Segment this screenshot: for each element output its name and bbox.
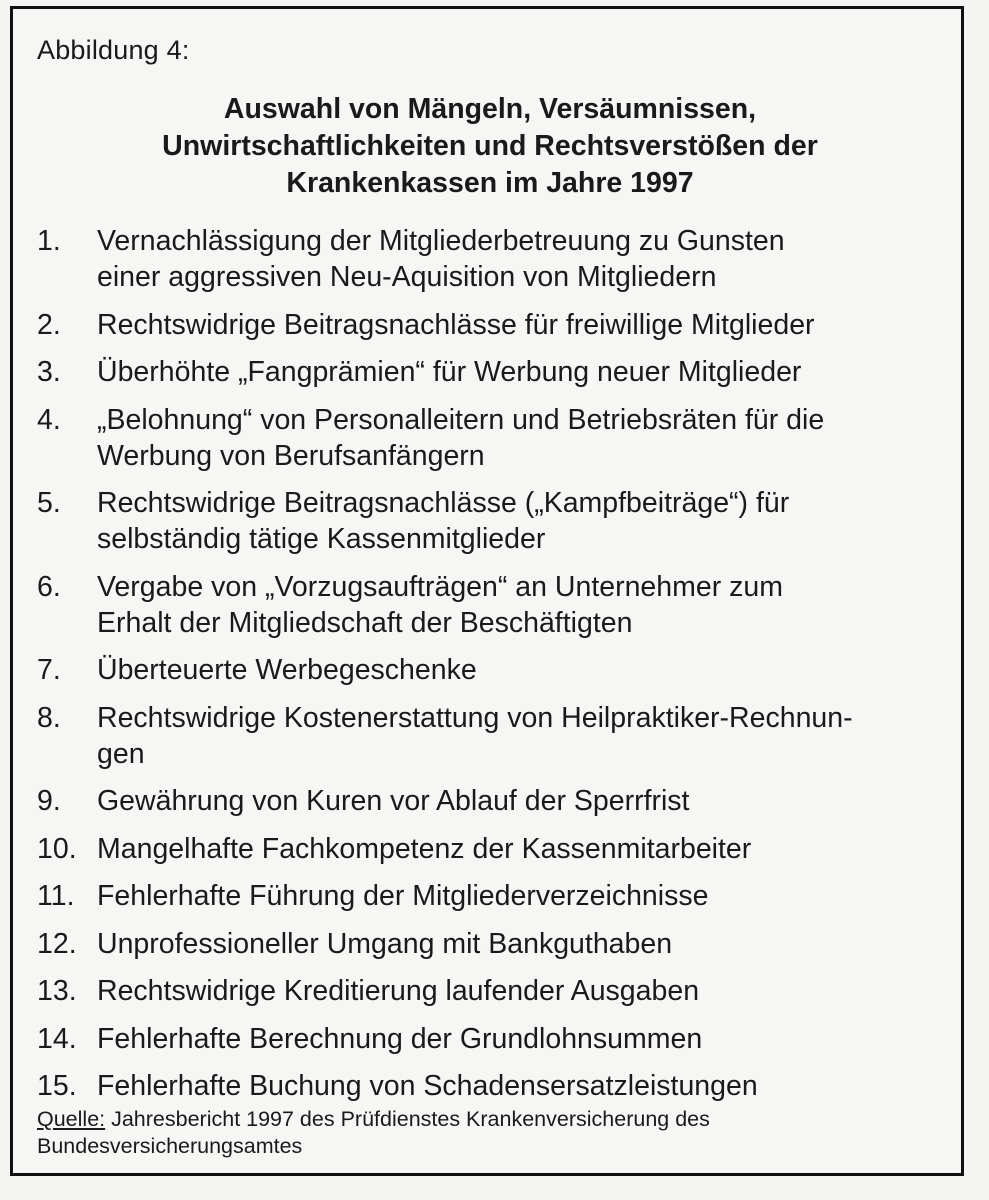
item-number: 9.: [37, 785, 61, 817]
list-item: [37, 700, 957, 772]
list-item: [37, 307, 957, 343]
item-text: [97, 354, 957, 390]
item-text-line: Fehlerhafte Führung der Mitgliederverzeichnisse: [97, 880, 709, 912]
figure-title: [13, 91, 967, 202]
list-item: [37, 1021, 957, 1057]
source-text: Jahresbericht 1997 des Prüfdienstes Krankenversicherung des: [105, 1107, 710, 1131]
item-text-line: Gewährung von Kuren vor Ablauf der Sperrfrist: [97, 785, 690, 817]
item-text: [97, 700, 957, 772]
item-number: 15.: [37, 1070, 77, 1102]
list-item: [37, 926, 957, 962]
item-text: [97, 652, 957, 688]
list-item: [37, 354, 957, 390]
item-number: 1.: [37, 225, 61, 257]
item-text-line: Unprofessioneller Umgang mit Bankguthaben: [97, 927, 673, 960]
item-text-line: Vergabe von „Vorzugsaufträgen“ an Unternehmer zum: [97, 570, 783, 603]
item-text-line: Werbung von Berufsanfängern: [97, 439, 485, 472]
item-text: [97, 831, 957, 867]
item-number: 10.: [37, 832, 77, 865]
list-item: [37, 485, 957, 557]
item-text-line: einer aggressiven Neu-Aquisition von Mitgliedern: [97, 261, 717, 293]
item-text-line: Rechtswidrige Kostenerstattung von Heilpraktiker-Rechnun-: [97, 701, 853, 734]
source-label: Quelle:: [37, 1107, 106, 1131]
title-line: Auswahl von Mängeln, Versäumnissen,: [223, 93, 757, 125]
item-number: 3.: [37, 356, 61, 388]
list-item: [37, 223, 957, 295]
title-line: Unwirtschaftlichkeiten und Rechtsverstößen der: [162, 130, 818, 162]
item-text-line: Fehlerhafte Buchung von Schadensersatzleistungen: [97, 1070, 758, 1102]
item-text: [97, 878, 957, 914]
item-text-line: Überhöhte „Fangprämien“ für Werbung neuer Mitglieder: [97, 356, 802, 388]
source-line: Bundesversicherungsamtes: [37, 1134, 303, 1158]
item-text: [97, 402, 957, 474]
list-item: [37, 783, 957, 819]
title-line: Krankenkassen im Jahre 1997: [286, 167, 694, 199]
item-text-line: Rechtswidrige Beitragsnachlässe für freiwillige Mitglieder: [97, 308, 815, 341]
item-text: [97, 926, 957, 962]
item-text-line: Mangelhafte Fachkompetenz der Kassenmitarbeiter: [97, 832, 752, 865]
item-text-line: Rechtswidrige Beitragsnachlässe („Kampfbeiträge“) für: [97, 487, 790, 519]
item-text: [97, 307, 957, 343]
list-item: [37, 878, 957, 914]
item-text: [97, 485, 957, 557]
item-text: [97, 223, 957, 295]
item-text: [97, 783, 957, 819]
item-text-line: Vernachlässigung der Mitgliederbetreuung zu Gunsten: [97, 225, 785, 257]
deficiency-list: [37, 223, 957, 1116]
list-item: [37, 652, 957, 688]
item-text-line: gen: [97, 737, 145, 770]
item-text: [97, 973, 957, 1009]
item-number: 7.: [37, 654, 61, 686]
item-number: 13.: [37, 975, 77, 1007]
item-text: [97, 569, 957, 641]
item-number: 11.: [37, 880, 75, 912]
item-text: [97, 1068, 957, 1104]
item-text: [97, 1021, 957, 1057]
figure-label: Abbildung 4:: [37, 35, 190, 65]
item-text-line: selbständig tätige Kassenmitglieder: [97, 523, 546, 555]
list-item: [37, 973, 957, 1009]
item-text-line: Rechtswidrige Kreditierung laufender Ausgaben: [97, 975, 700, 1007]
item-number: 14.: [37, 1022, 77, 1055]
list-item: [37, 402, 957, 474]
item-text-line: Erhalt der Mitgliedschaft der Beschäftigten: [97, 606, 633, 639]
item-text-line: Überteuerte Werbegeschenke: [97, 654, 477, 686]
item-text-line: „Belohnung“ von Personalleitern und Betriebsräten für die: [97, 403, 825, 436]
list-item: [37, 831, 957, 867]
item-number: 8.: [37, 701, 61, 734]
list-item: [37, 569, 957, 641]
item-text-line: Fehlerhafte Berechnung der Grundlohnsummen: [97, 1022, 703, 1055]
source-note: [37, 1106, 710, 1160]
list-item: [37, 1068, 957, 1104]
source-line: [37, 1106, 710, 1133]
item-number: 4.: [37, 403, 61, 436]
figure-frame: [10, 6, 964, 1176]
item-number: 2.: [37, 308, 61, 341]
item-number: 5.: [37, 487, 61, 519]
item-number: 12.: [37, 927, 77, 960]
item-number: 6.: [37, 570, 61, 603]
